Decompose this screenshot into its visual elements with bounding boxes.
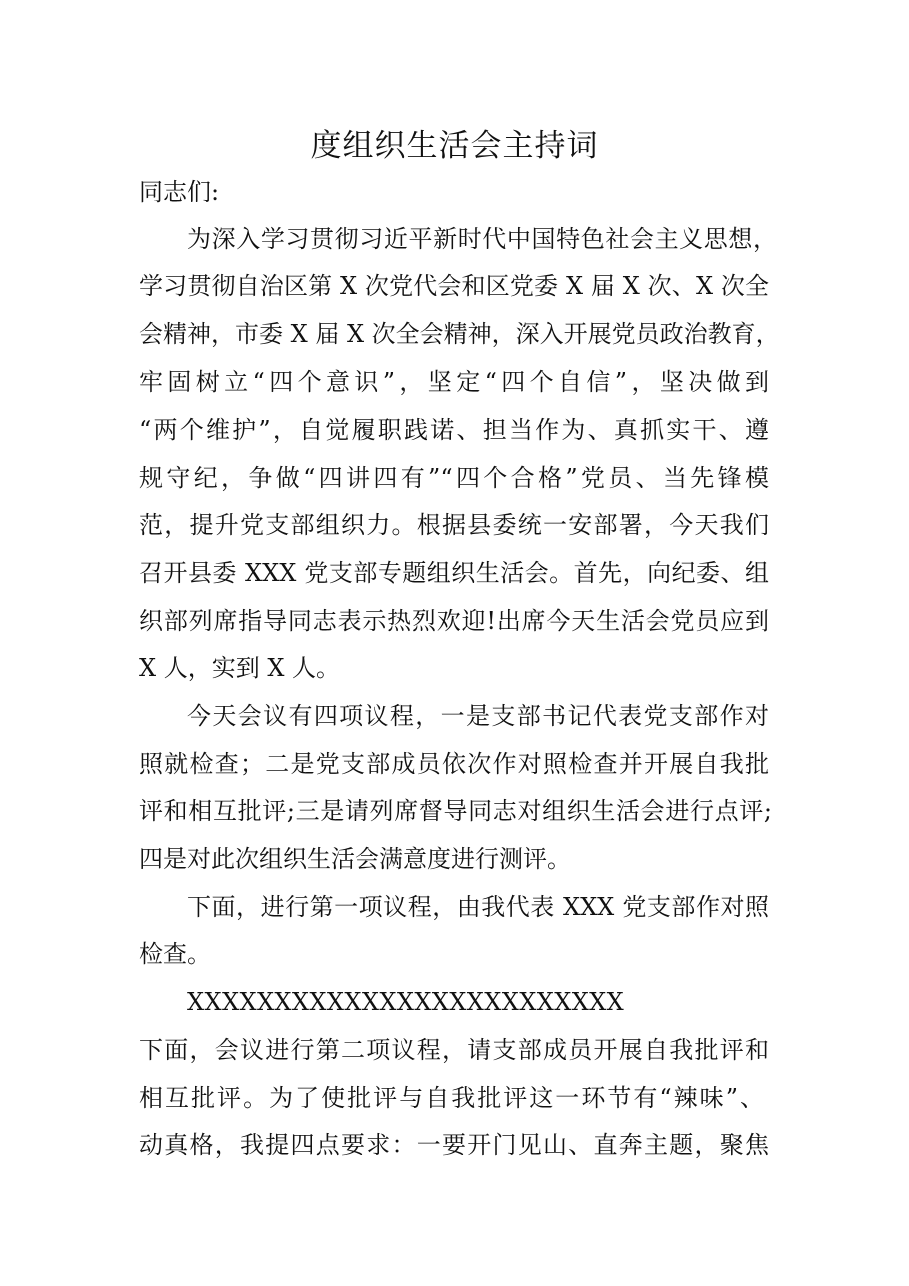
- text-line: 今天会议有四项议程，一是支部书记代表党支部作对: [187, 702, 769, 730]
- salutation: 同志们:: [139, 178, 220, 206]
- text-line: 下面，会议进行第二项议程，请支部成员开展自我批评和: [139, 1036, 769, 1064]
- text-line: XXXXXXXXXXXXXXXXXXXXXXXXX: [187, 988, 625, 1016]
- text-line: 评和相互批评;三是请列席督导同志对组织生活会进行点评;: [139, 797, 772, 825]
- text-line: 规守纪，争做“四讲四有”“四个合格”党员、当先锋模: [139, 464, 769, 492]
- text-line: 动真格，我提四点要求：一要开门见山、直奔主题，聚焦: [139, 1131, 769, 1159]
- document-title: 度组织生活会主持词: [310, 128, 599, 164]
- text-line: 牢固树立“四个意识”，坚定“四个自信”，坚决做到: [139, 368, 769, 396]
- text-line: 检查。: [139, 940, 211, 968]
- text-line: 相互批评。为了使批评与自我批评这一环节有“辣味”、: [139, 1084, 764, 1112]
- text-line: 下面，进行第一项议程，由我代表 XXX 党支部作对照: [187, 893, 769, 921]
- text-line: 会精神，市委 X 届 X 次全会精神，深入开展党员政治教育，: [139, 320, 780, 348]
- text-line: 学习贯彻自治区第 X 次党代会和区党委 X 届 X 次、X 次全: [139, 272, 769, 300]
- text-line: 范，提升党支部组织力。根据县委统一安部署，今天我们: [139, 511, 769, 539]
- text-line: 织部列席指导同志表示热烈欢迎!出席今天生活会党员应到: [139, 607, 769, 635]
- text-line: 召开县委 XXX 党支部专题组织生活会。首先，向纪委、组: [139, 559, 769, 587]
- text-line: “两个维护”，自觉履职践诺、担当作为、真抓实干、遵: [139, 416, 769, 444]
- text-line: 为深入学习贯彻习近平新时代中国特色社会主义思想，: [187, 225, 777, 253]
- text-line: 四是对此次组织生活会满意度进行测评。: [139, 845, 571, 873]
- text-line: 照就检查；二是党支部成员依次作对照检查并开展自我批: [139, 750, 769, 778]
- text-line: X 人，实到 X 人。: [139, 654, 341, 682]
